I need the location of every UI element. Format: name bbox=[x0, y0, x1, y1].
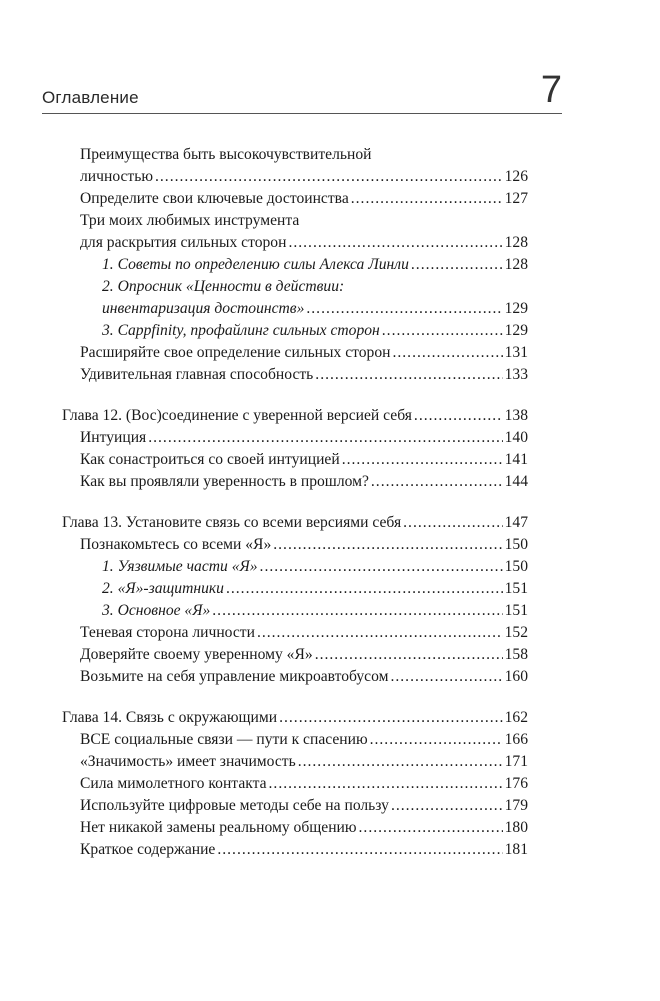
toc-entry bbox=[62, 556, 528, 578]
toc-entry bbox=[62, 622, 528, 644]
dot-leader bbox=[273, 534, 502, 556]
toc-page-number: 166 bbox=[504, 731, 528, 748]
toc-entry bbox=[62, 817, 528, 839]
dot-leader bbox=[342, 449, 503, 471]
toc-entry bbox=[62, 644, 528, 666]
toc-page-number: 181 bbox=[504, 841, 528, 858]
toc-entry-title: для раскрытия сильных сторон bbox=[80, 234, 287, 251]
running-header bbox=[42, 70, 562, 110]
dot-leader bbox=[260, 556, 503, 578]
toc-page-number: 151 bbox=[504, 580, 528, 597]
toc-page-number: 171 bbox=[504, 753, 528, 770]
toc-entry-title: Возьмите на себя управление микроавтобусом bbox=[80, 668, 389, 685]
dot-leader bbox=[279, 707, 503, 729]
toc-entry-title: Глава 13. Установите связь со всеми версиями себя bbox=[62, 514, 402, 531]
dot-leader bbox=[298, 751, 503, 773]
toc-entry-line: Преимущества быть высокочувствительной bbox=[80, 146, 372, 163]
toc-entry bbox=[62, 298, 528, 320]
dot-leader bbox=[148, 427, 502, 449]
toc-chapter bbox=[62, 707, 528, 729]
toc-entry-title: инвентаризация достоинств» bbox=[102, 300, 305, 317]
toc-entry bbox=[62, 449, 528, 471]
dot-leader bbox=[257, 622, 503, 644]
table-of-contents bbox=[62, 144, 528, 861]
toc-page-number: 140 bbox=[504, 429, 528, 446]
dot-leader bbox=[411, 254, 503, 276]
toc-entry-line: Три моих любимых инструмента bbox=[80, 212, 300, 229]
toc-chapter bbox=[62, 405, 528, 427]
toc-entry bbox=[62, 795, 528, 817]
toc-entry-title: Сила мимолетного контакта bbox=[80, 775, 267, 792]
toc-entry bbox=[62, 232, 528, 254]
toc-entry bbox=[62, 534, 528, 556]
toc-page-number: 152 bbox=[504, 624, 528, 641]
toc-page-number: 138 bbox=[504, 407, 528, 424]
dot-leader bbox=[391, 795, 503, 817]
toc-entry bbox=[62, 188, 528, 210]
toc-entry-title: Интуиция bbox=[80, 429, 147, 446]
dot-leader bbox=[315, 364, 502, 386]
toc-entry-title: Как вы проявляли уверенность в прошлом? bbox=[80, 473, 369, 490]
section-gap bbox=[62, 386, 528, 405]
toc-entry bbox=[62, 342, 528, 364]
toc-entry-title: Расширяйте свое определение сильных сторон bbox=[80, 344, 391, 361]
toc-page-number: 151 bbox=[504, 602, 528, 619]
toc-entry-title: личностью bbox=[80, 168, 153, 185]
toc-entry bbox=[62, 427, 528, 449]
toc-entry bbox=[62, 839, 528, 861]
toc-page-number: 131 bbox=[504, 344, 528, 361]
toc-page-number: 176 bbox=[504, 775, 528, 792]
toc-entry-title: 2. «Я»-защитники bbox=[102, 580, 224, 597]
toc-page-number: 180 bbox=[504, 819, 528, 836]
toc-entry-title: Удивительная главная способность bbox=[80, 366, 314, 383]
toc-entry-title: 3. Основное «Я» bbox=[102, 602, 211, 619]
toc-entry-title: Глава 12. (Вос)соединение с уверенной версией себя bbox=[62, 407, 412, 424]
dot-leader bbox=[403, 512, 502, 534]
toc-page-number: 128 bbox=[504, 234, 528, 251]
toc-entry bbox=[62, 751, 528, 773]
toc-entry-title: Нет никакой замены реальному общению bbox=[80, 819, 357, 836]
toc-entry bbox=[62, 666, 528, 688]
dot-leader bbox=[306, 298, 502, 320]
toc-entry bbox=[62, 364, 528, 386]
toc-entry bbox=[62, 773, 528, 795]
dot-leader bbox=[359, 817, 503, 839]
dot-leader bbox=[269, 773, 503, 795]
toc-entry bbox=[62, 166, 528, 188]
toc-entry-title: Глава 14. Связь с окружающими bbox=[62, 709, 278, 726]
dot-leader bbox=[390, 666, 502, 688]
dot-leader bbox=[315, 644, 503, 666]
toc-entry-title: 1. Советы по определению силы Алекса Линли bbox=[102, 256, 409, 273]
toc-page-number: 141 bbox=[504, 451, 528, 468]
toc-entry-title: «Значимость» имеет значимость bbox=[80, 753, 296, 770]
toc-entry-title: Краткое содержание bbox=[80, 841, 216, 858]
toc-entry-title: Определите свои ключевые достоинства bbox=[80, 190, 349, 207]
toc-entry bbox=[62, 578, 528, 600]
toc-entry-title: Доверяйте своему уверенному «Я» bbox=[80, 646, 313, 663]
toc-page-number: 128 bbox=[504, 256, 528, 273]
toc-entry-title: Теневая сторона личности bbox=[80, 624, 255, 641]
toc-page-number: 129 bbox=[504, 300, 528, 317]
dot-leader bbox=[226, 578, 503, 600]
toc-entry bbox=[62, 254, 528, 276]
toc-entry-title: ВСЕ социальные связи — пути к спасению bbox=[80, 731, 368, 748]
dot-leader bbox=[392, 342, 502, 364]
toc-page-number: 147 bbox=[504, 514, 528, 531]
toc-entry-line: 2. Опросник «Ценности в действии: bbox=[102, 278, 345, 295]
toc-entry-title: Используйте цифровые методы себе на пользу bbox=[80, 797, 389, 814]
page-number: 7 bbox=[540, 69, 562, 111]
dot-leader bbox=[212, 600, 502, 622]
dot-leader bbox=[371, 471, 503, 493]
toc-entry-title: Как сонастроиться со своей интуицией bbox=[80, 451, 340, 468]
toc-page-number: 150 bbox=[504, 558, 528, 575]
dot-leader bbox=[351, 188, 503, 210]
toc-page-number: 129 bbox=[504, 322, 528, 339]
toc-page-number: 150 bbox=[504, 536, 528, 553]
toc-page-number: 179 bbox=[504, 797, 528, 814]
header-rule bbox=[42, 113, 562, 114]
section-gap bbox=[62, 493, 528, 512]
toc-entry bbox=[62, 600, 528, 622]
dot-leader bbox=[217, 839, 502, 861]
toc-entry-title: 3. Cappfinity, профайлинг сильных сторон bbox=[102, 322, 380, 339]
dot-leader bbox=[382, 320, 503, 342]
dot-leader bbox=[155, 166, 503, 188]
toc-page-number: 158 bbox=[504, 646, 528, 663]
section-gap bbox=[62, 688, 528, 707]
toc-page-number: 133 bbox=[504, 366, 528, 383]
toc-page-number: 162 bbox=[504, 709, 528, 726]
dot-leader bbox=[370, 729, 503, 751]
toc-entry bbox=[62, 471, 528, 493]
toc-entry bbox=[62, 320, 528, 342]
toc-page-number: 160 bbox=[504, 668, 528, 685]
toc-entry bbox=[62, 729, 528, 751]
dot-leader bbox=[288, 232, 502, 254]
toc-entry-title: 1. Уязвимые части «Я» bbox=[102, 558, 258, 575]
toc-chapter bbox=[62, 512, 528, 534]
toc-page-number: 127 bbox=[504, 190, 528, 207]
toc-entry-title: Познакомьтесь со всеми «Я» bbox=[80, 536, 272, 553]
toc-page-number: 144 bbox=[504, 473, 528, 490]
toc-page-number: 126 bbox=[504, 168, 528, 185]
header-title: Оглавление bbox=[42, 88, 139, 107]
dot-leader bbox=[414, 405, 503, 427]
